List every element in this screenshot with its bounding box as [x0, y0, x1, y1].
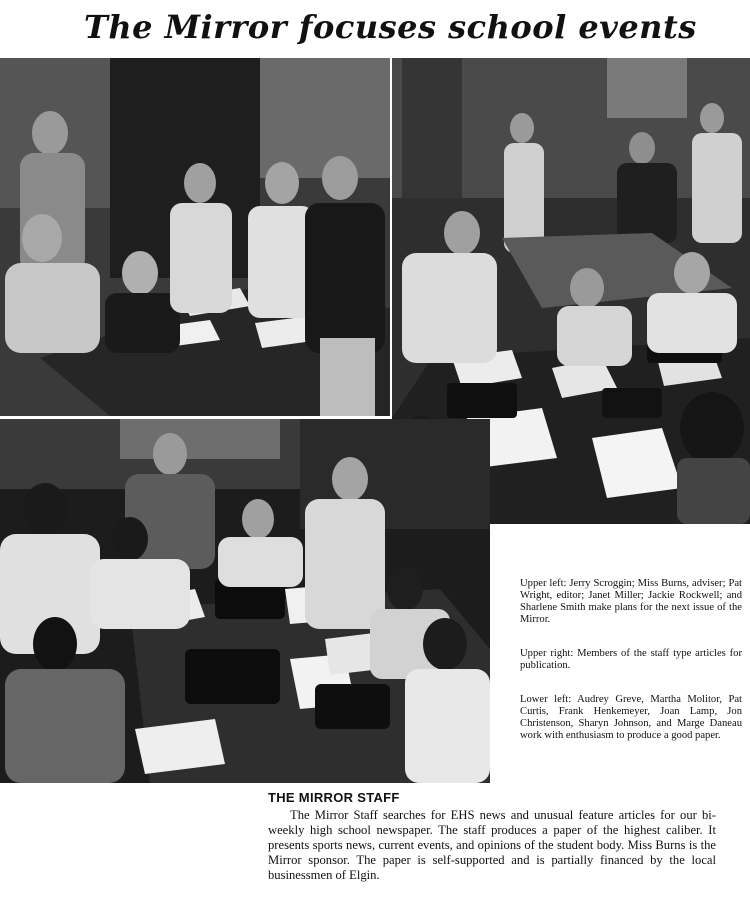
page-headline: The Mirror focuses school events: [84, 8, 697, 46]
story-body: The Mirror Staff searches for EHS news and unusual feature articles for our bi-weekly high school newspaper. The staff produces a paper of the highest caliber. It presents sports news, current events, and opinions of the student body. Miss Burns is the Mirror sponsor. The paper is self-supported and is partially financed by the local businessmen of Elgin.: [268, 808, 716, 882]
caption-lower-left: Lower left: Audrey Greve, Martha Molitor, Pat Curtis, Frank Henkemeyer, Joan Lamp, Jon Christenson, Sharyn Johnson, and Marge Daneau work with enthusiasm to produce a good paper.: [520, 694, 742, 741]
story-title: THE MIRROR STAFF: [268, 790, 400, 805]
staff-planning-photo: [0, 58, 390, 416]
caption-upper-left: Upper left: Jerry Scroggin; Miss Burns, adviser; Pat Wright, editor; Janet Miller; Jackie Rockwell; and Sharlene Smith make plans for the next issue of the Mirror.: [520, 578, 742, 625]
caption-upper-right: Upper right: Members of the staff type articles for publication.: [520, 648, 742, 671]
staff-working-photo: [0, 419, 490, 783]
photo-captions: [520, 578, 742, 764]
